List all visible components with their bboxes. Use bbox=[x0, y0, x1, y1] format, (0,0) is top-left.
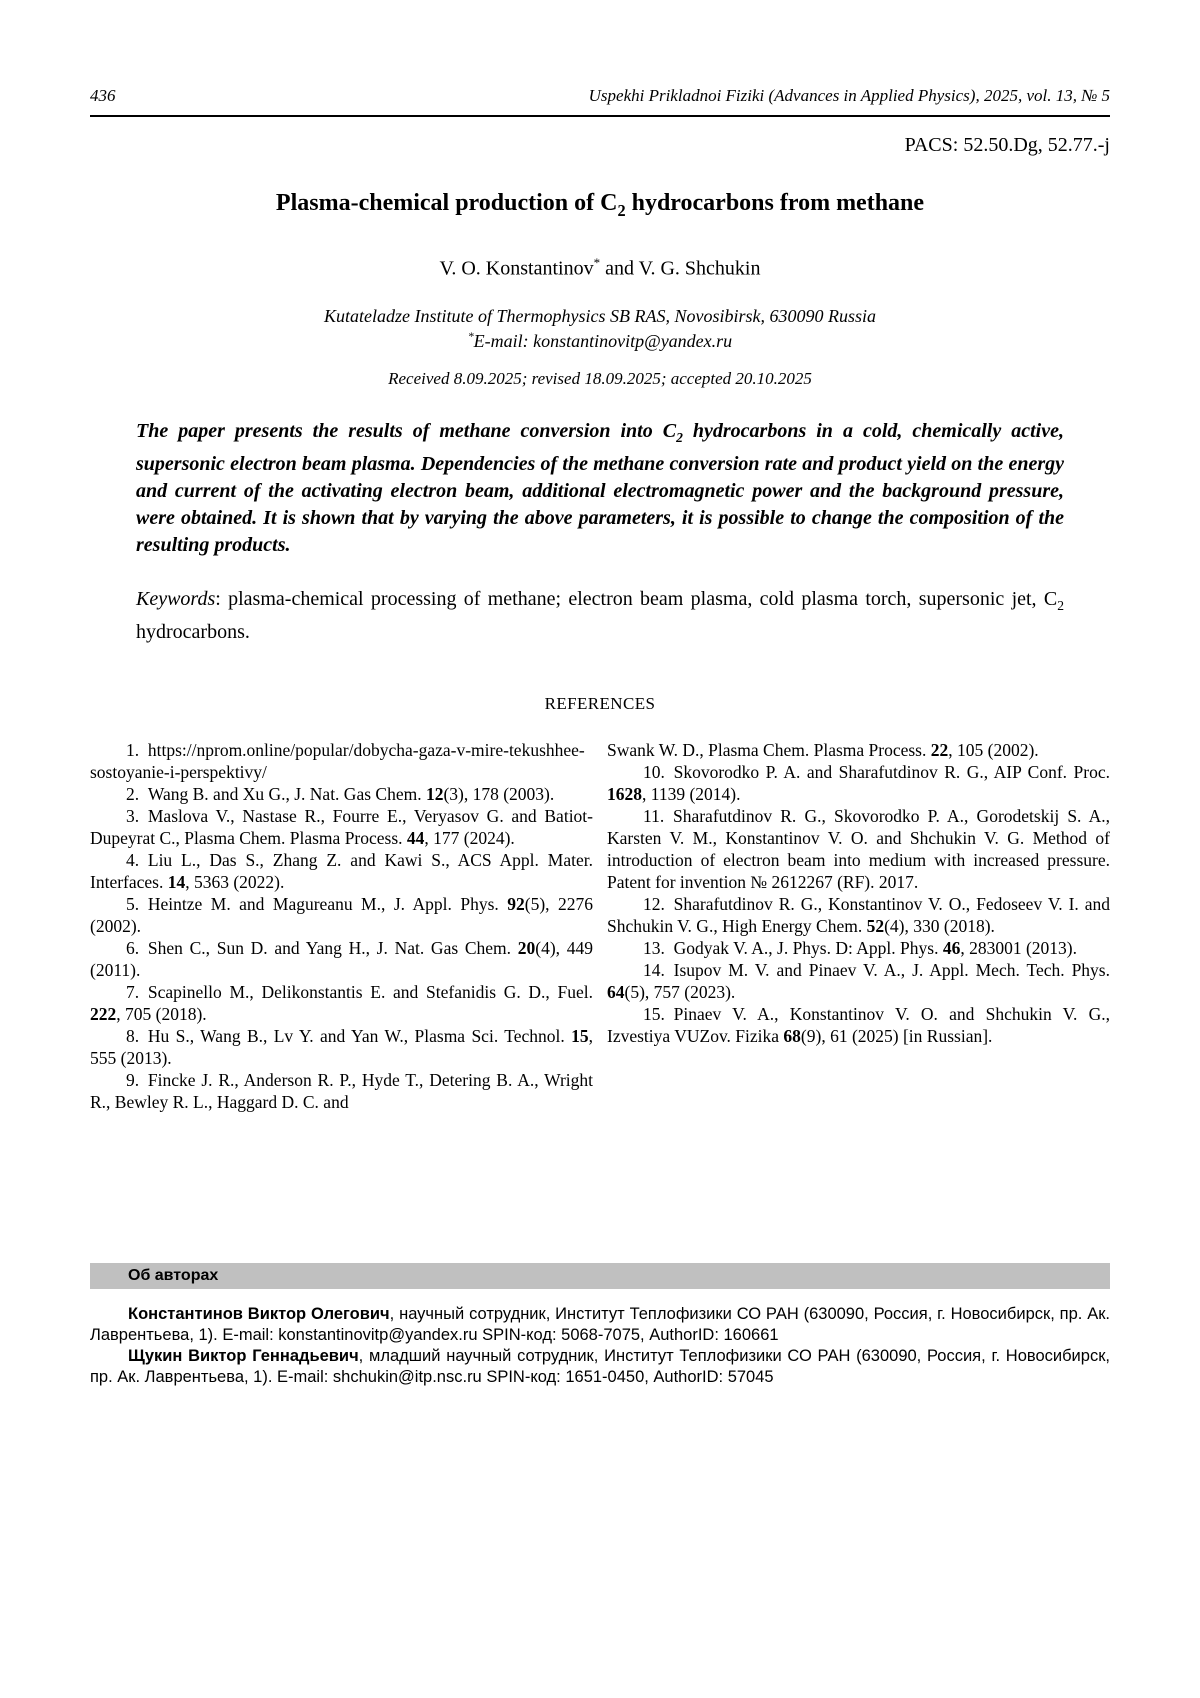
about-authors-bar bbox=[90, 1263, 1110, 1289]
reference-item: 14. Isupov M. V. and Pinaev V. A., J. Appl. Mech. Tech. Phys. 64(5), 757 (2023). bbox=[607, 960, 1110, 1003]
author-bios bbox=[90, 1304, 1110, 1388]
keywords-text: Keywords: plasma-chemical processing of methane; electron beam plasma, cold plasma torch, supersonic jet, $C_2$ hydrocarbons. bbox=[136, 588, 1064, 644]
reference-item: 15. Pinaev V. A., Konstantinov V. O. and Shchukin V. G., Izvestiya VUZov. Fizika 68(9), 61 (2025) [in Russian]. bbox=[607, 1004, 1110, 1047]
about-authors-section bbox=[90, 1263, 1110, 1388]
references-columns bbox=[90, 739, 1110, 1113]
email-line: *E-mail: konstantinovitp@yandex.ru bbox=[467, 330, 733, 352]
header-rule bbox=[90, 115, 1110, 117]
article-title: Plasma-chemical production of $C_2$ hydrocarbons from methane bbox=[275, 190, 925, 220]
about-authors-heading: Об авторах bbox=[128, 1267, 219, 1284]
references-column-left bbox=[90, 739, 593, 1113]
references-column-right bbox=[607, 739, 1110, 1113]
reference-item: 5. Heintze M. and Magureanu M., J. Appl. Phys. 92(5), 2276 (2002). bbox=[90, 894, 593, 937]
authors-line: V. O. Konstantinov* and V. G. Shchukin bbox=[439, 254, 761, 280]
reference-item: 9. Fincke J. R., Anderson R. P., Hyde T., Detering B. A., Wright R., Bewley R. L., Haggard D. C. and bbox=[90, 1070, 593, 1113]
received-line: Received 8.09.2025; revised 18.09.2025; accepted 20.10.2025 bbox=[388, 369, 812, 389]
reference-item: 12. Sharafutdinov R. G., Konstantinov V. O., Fedoseev V. I. and Shchukin V. G., High Energy Chem. 52(4), 330 (2018). bbox=[607, 894, 1110, 937]
pacs-line: PACS: 52.50.Dg, 52.77.-j bbox=[904, 134, 1110, 156]
reference-item: 6. Shen C., Sun D. and Yang H., J. Nat. Gas Chem. 20(4), 449 (2011). bbox=[90, 938, 593, 981]
page-number: 436 bbox=[90, 86, 116, 105]
reference-item: 7. Scapinello M., Delikonstantis E. and Stefanidis G. D., Fuel. 222, 705 (2018). bbox=[90, 982, 593, 1025]
reference-item: 11. Sharafutdinov R. G., Skovorodko P. A., Gorodetskij S. A., Karsten V. M., Konstantinov V. O. and Shchukin V. G. Method of introduction of electron beam into medium with increased pressure. Patent for invention № 2612267 (RF). 2017. bbox=[607, 806, 1110, 893]
reference-item: 10. Skovorodko P. A. and Sharafutdinov R. G., AIP Conf. Proc. 1628, 1139 (2014). bbox=[607, 762, 1110, 805]
references-heading: REFERENCES bbox=[544, 694, 656, 714]
reference-item: 2. Wang B. and Xu G., J. Nat. Gas Chem. 12(3), 178 (2003). bbox=[126, 784, 555, 805]
reference-item: 1. https://nprom.online/popular/dobycha-gaza-v-mire-tekushhee-sostoyanie-i-perspektivy/ bbox=[90, 740, 585, 783]
page-header bbox=[90, 0, 1110, 106]
reference-item: Swank W. D., Plasma Chem. Plasma Process. 22, 105 (2002). bbox=[607, 740, 1039, 761]
reference-item: 13. Godyak V. A., J. Phys. D: Appl. Phys. 46, 283001 (2013). bbox=[643, 938, 1077, 959]
reference-item: 8. Hu S., Wang B., Lv Y. and Yan W., Plasma Sci. Technol. 15, 555 (2013). bbox=[90, 1026, 593, 1069]
reference-item: 4. Liu L., Das S., Zhang Z. and Kawi S., ACS Appl. Mater. Interfaces. 14, 5363 (2022). bbox=[90, 850, 593, 893]
author-bio-item: Константинов Виктор Олегович, научный сотрудник, Институт Теплофизики СО РАН (630090, Россия, г. Новосибирск, пр. Ак. Лаврентьева, 1). E-mail: konstantinovitp@yandex.ru SPIN-код: 5068-7075, AuthorID: 160661 bbox=[90, 1305, 1111, 1344]
reference-item: 3. Maslova V., Nastase R., Fourre E., Veryasov G. and Batiot-Dupeyrat C., Plasma Chem. Plasma Process. 44, 177 (2024). bbox=[90, 806, 593, 849]
abstract-text: The paper presents the results of methane conversion into $C_2$ hydrocarbons in a cold, chemically active, supersonic electron beam plasma. Dependencies of the methane conversion rate and product yield on the energy and current of the activating electron beam, additional electromagnetic power and the background pressure, were obtained. It is shown that by varying the above parameters, it is possible to change the composition of the resulting products. bbox=[136, 420, 1064, 557]
affiliation-line: Kutateladze Institute of Thermophysics SB RAS, Novosibirsk, 630090 Russia bbox=[324, 306, 876, 327]
author-bio-item: Щукин Виктор Геннадьевич, младший научный сотрудник, Институт Теплофизики СО РАН (630090, Россия, г. Новосибирск, пр. Ак. Лаврентьева, 1). E-mail: shchukin@itp.nsc.ru SPIN-код: 1651-0450, AuthorID: 57045 bbox=[90, 1347, 1111, 1386]
journal-title: Uspekhi Prikladnoi Fiziki (Advances in Applied Physics), 2025, vol. 13, № 5 bbox=[588, 86, 1110, 105]
